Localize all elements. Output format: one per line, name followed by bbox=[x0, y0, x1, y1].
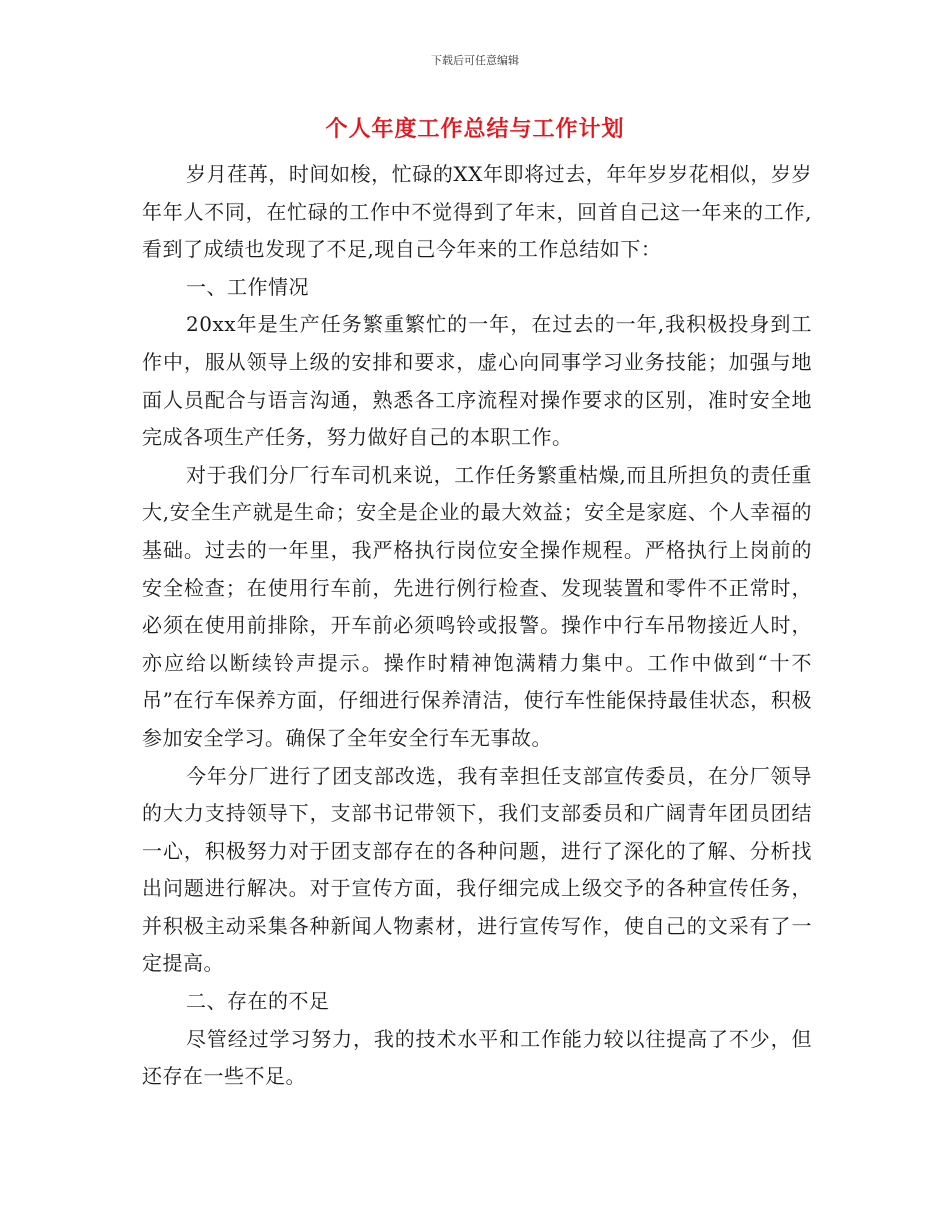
work-paragraph-2: 对于我们分厂行车司机来说，工作任务繁重枯燥,而且所担负的责任重大,安全生产就是生命；安全是企业的最大效益；安全是家庭、个人幸福的基础。过去的一年里，我严格执行岗位安全操作规程。严格执行上岗前的安全检查；在使用行车前，先进行例行检查、发现装置和零件不正常时，必须在使用前排除，开车前必须鸣铃或报警。操作中行车吊物接近人时，亦应给以断续铃声提示。操作时精神饱满精力集中。工作中做到“十不吊”在行车保养方面，仔细进行保养清洁，使行车性能保持最佳状态，积极参加安全学习。确保了全年安全行车无事故。 bbox=[142, 462, 812, 750]
document-title: 个人年度工作总结与工作计划 bbox=[325, 117, 625, 142]
work-paragraph-3: 今年分厂进行了团支部改选，我有幸担任支部宣传委员，在分厂领导的大力支持领导下，支部书记带领下，我们支部委员和广阔青年团员团结一心，积极努力对于团支部存在的各种问题，进行了深化的了解、分析找出问题进行解决。对于宣传方面，我仔细完成上级交予的各种宣传任务，并积极主动采集各种新闻人物素材，进行宣传写作，使自己的文采有了一定提高。 bbox=[142, 763, 812, 976]
intro-paragraph: 岁月荏苒，时间如梭，忙碌的XX年即将过去，年年岁岁花相似，岁岁年年人不同，在忙碌的工作中不觉得到了年末，回首自己这一年来的工作,看到了成绩也发现了不足,现自己今年来的工作总结如下： bbox=[142, 162, 812, 262]
page-header-note: 下载后可任意编辑 bbox=[431, 54, 519, 67]
document-body bbox=[142, 156, 812, 1096]
work-paragraph-1: 20xx年是生产任务繁重繁忙的一年，在过去的一年,我积极投身到工作中，服从领导上级的安排和要求，虚心向同事学习业务技能；加强与地面人员配合与语言沟通，熟悉各工序流程对操作要求的区别，准时安全地完成各项生产任务，努力做好自己的本职工作。 bbox=[142, 312, 812, 450]
section-heading-shortcomings: 二、存在的不足 bbox=[186, 989, 330, 1014]
shortcomings-paragraph-1: 尽管经过学习努力，我的技术水平和工作能力较以往提高了不少，但还存在一些不足。 bbox=[142, 1026, 812, 1089]
section-heading-work-situation: 一、工作情况 bbox=[186, 274, 309, 299]
